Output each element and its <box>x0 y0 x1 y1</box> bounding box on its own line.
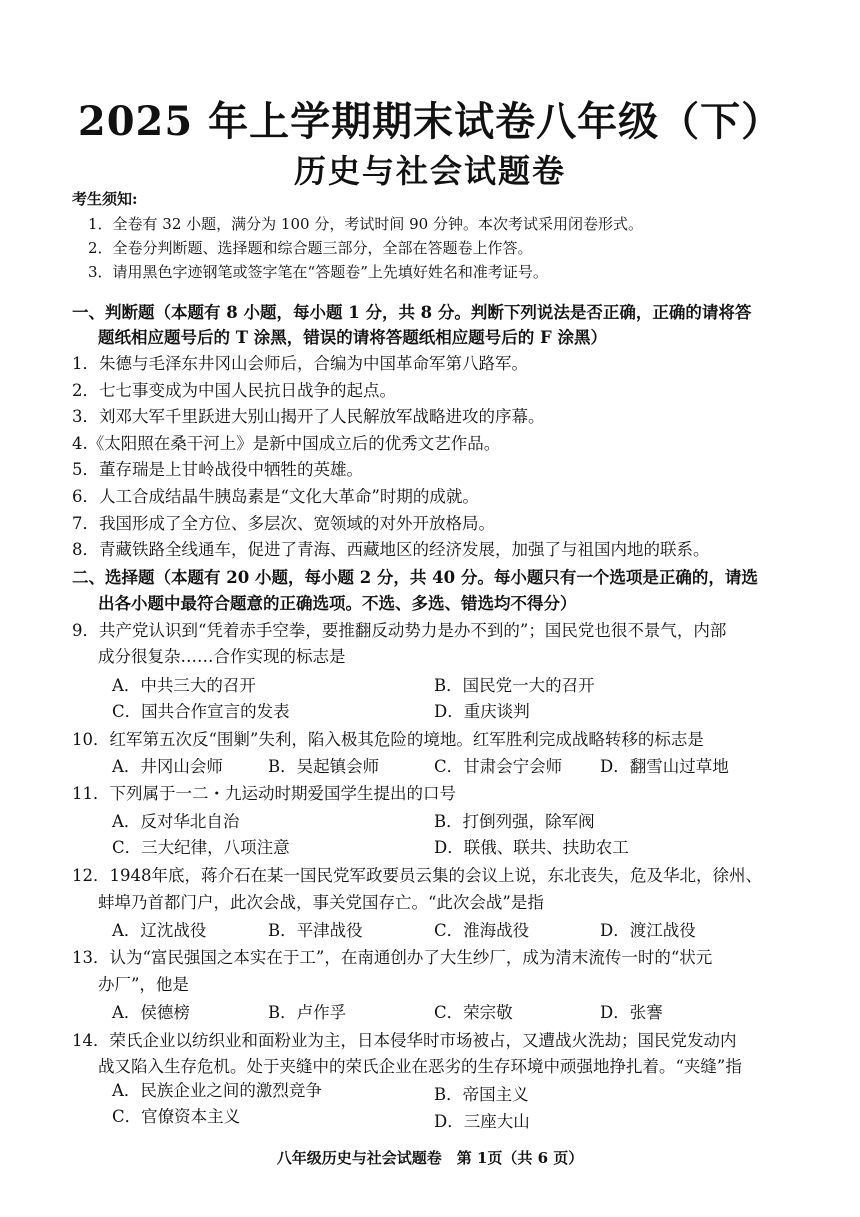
option-b: B．平津战役 <box>268 921 363 940</box>
option-a: A．反对华北自治 <box>112 812 240 831</box>
question-14-cont: 战又陷入生存危机。处于夹缝中的荣氏企业在恶劣的生存环境中顽强地挣扎着。“夹缝”指 <box>98 1057 742 1076</box>
option-d: D．渡江战役 <box>600 921 696 940</box>
section-heading: 一、判断题（本题有 8 小题，每小题 1 分，共 8 分。判断下列说法是否正确，正确的请将答 <box>72 303 752 322</box>
option-c: C．官僚资本主义 <box>112 1107 241 1126</box>
question-9-cont: 成分很复杂……合作实现的标志是 <box>98 647 346 666</box>
judgement-item: 7．我国形成了全方位、多层次、宽领域的对外开放格局。 <box>72 514 495 533</box>
option-a: A．侯德榜 <box>112 1003 190 1022</box>
question-9: 9．共产党认识到“凭着赤手空拳，要推翻反动势力是办不到的”；国民党也很不景气，内部 <box>72 621 727 640</box>
judgement-item: 2．七七事变成为中国人民抗日战争的起点。 <box>72 381 396 400</box>
question-11: 11．下列属于一二・九运动时期爱国学生提出的口号 <box>72 784 456 803</box>
option-c: C．淮海战役 <box>434 921 530 940</box>
option-c: C．三大纪律，八项注意 <box>112 838 290 857</box>
notice-item: 1．全卷有 32 小题，满分为 100 分，考试时间 90 分钟。本次考试采用闭卷形式。 <box>88 215 643 233</box>
option-d: D．翻雪山过草地 <box>600 757 729 776</box>
option-d: D．重庆谈判 <box>434 702 530 721</box>
option-d: D．联俄、联共、扶助农工 <box>434 838 629 857</box>
option-a: A．中共三大的召开 <box>112 676 256 695</box>
section-heading: 二、选择题（本题有 20 小题，每小题 2 分，共 40 分。每小题只有一个选项是正确的，请选 <box>72 568 758 587</box>
page-footer: 八年级历史与社会试题卷 第 1页（共 6 页） <box>276 1149 584 1167</box>
option-c: C．荣宗敬 <box>434 1003 513 1022</box>
option-c: C．甘肃会宁会师 <box>434 757 563 776</box>
option-b: B．卢作孚 <box>268 1003 347 1022</box>
question-13-cont: 办厂”，他是 <box>98 975 189 994</box>
judgement-item: 4.《太阳照在桑干河上》是新中国成立后的优秀文艺作品。 <box>72 434 501 453</box>
option-c: C．国共合作宣言的发表 <box>112 702 290 721</box>
option-d: D．三座大山 <box>434 1112 530 1131</box>
question-10: 10．红军第五次反“围剿”失利，陷入极其危险的境地。红军胜利完成战略转移的标志是 <box>72 730 704 749</box>
option-b: B．国民党一大的召开 <box>434 676 595 695</box>
option-a: A．民族企业之间的激烈竞争 <box>112 1081 322 1100</box>
option-b: B．吴起镇会师 <box>268 757 380 776</box>
question-14: 14．荣氏企业以纺织业和面粉业为主，日本侵华时市场被占，又遭战火洗劫；国民党发动内 <box>72 1031 737 1050</box>
exam-subtitle: 历史与社会试题卷 <box>293 152 566 190</box>
judgement-item: 8．青藏铁路全线通车，促进了青海、西藏地区的经济发展，加强了与祖国内地的联系。 <box>72 540 710 559</box>
notice-item: 3．请用黑色字迹钢笔或签字笔在“答题卷”上先填好姓名和准考证号。 <box>88 263 548 281</box>
option-d: D．张謇 <box>600 1003 663 1022</box>
question-12-cont: 蚌埠乃首都门户，此次会战，事关党国存亡。“此次会战”是指 <box>98 893 544 912</box>
option-a: A．辽沈战役 <box>112 921 207 940</box>
option-a: A．井冈山会师 <box>112 757 223 776</box>
option-b: B．打倒列强，除军阀 <box>434 812 595 831</box>
question-13: 13．认为“富民强国之本实在于工”，在南通创办了大生纱厂，成为清末流传一时的“状元 <box>72 948 713 967</box>
question-12: 12．1948年底，蒋介石在某一国民党军政要员云集的会议上说，东北丧失，危及华北，徐州、 <box>72 866 762 885</box>
section-heading-cont: 题纸相应题号后的 T 涂黑，错误的请将答题纸相应题号后的 F 涂黑） <box>98 328 607 347</box>
judgement-item: 6．人工合成结晶牛胰岛素是“文化大革命”时期的成就。 <box>72 487 479 506</box>
judgement-item: 5．董存瑞是上甘岭战役中牺牲的英雄。 <box>72 460 363 479</box>
section-heading-cont: 出各小题中最符合题意的正确选项。不选、多选、错选均不得分） <box>98 594 577 613</box>
judgement-item: 3．刘邓大军千里跃进大别山揭开了人民解放军战略进攻的序幕。 <box>72 407 545 426</box>
exam-title: 2025 年上学期期末试卷八年级（下） <box>77 98 783 145</box>
notice-heading: 考生须知: <box>72 190 138 208</box>
option-b: B．帝国主义 <box>434 1085 529 1104</box>
notice-item: 2．全卷分判断题、选择题和综合题三部分，全部在答题卷上作答。 <box>88 239 533 257</box>
judgement-item: 1．朱德与毛泽东井冈山会师后，合编为中国革命军第八路军。 <box>72 354 528 373</box>
